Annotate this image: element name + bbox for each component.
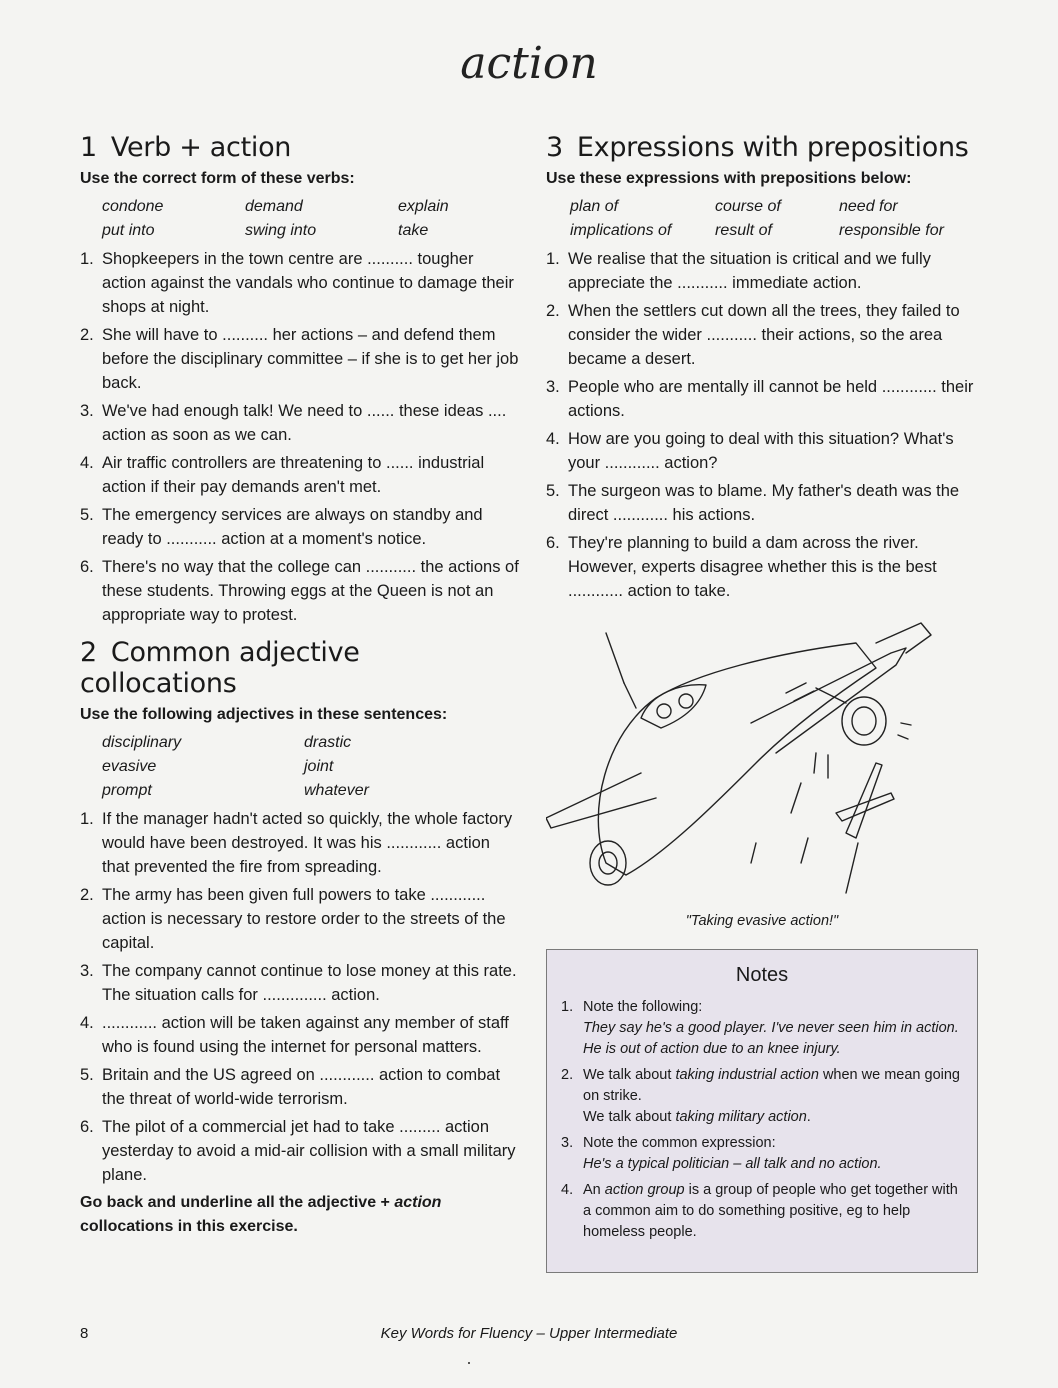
item-number: 6. (80, 558, 94, 576)
item-text: Air traffic controllers are threatening to ...... industrial action if their pay demands aren't met. (102, 454, 485, 496)
exercise-item (546, 375, 978, 423)
section-title: Verb + action (110, 132, 292, 163)
item-number: 1. (80, 250, 94, 268)
section-1-heading (80, 132, 520, 163)
item-text: People who are mentally ill cannot be held ............ their actions. (568, 378, 974, 420)
word: prompt (102, 782, 152, 799)
item-text: We've had enough talk! We need to ...... these ideas .... action as soon as we can. (102, 402, 507, 444)
fuselage (598, 643, 876, 875)
notes-heading: Notes (735, 964, 789, 986)
section-2-follow-up (80, 1191, 520, 1239)
adjective-word-box (102, 731, 520, 803)
exercise-item (80, 1063, 520, 1111)
exercise-item (80, 555, 520, 627)
word: course of (715, 198, 781, 215)
exercise-item (80, 451, 520, 499)
exercise-item (80, 399, 520, 447)
note-text: is a group of people who get together with a common aim to do something positive, eg to help homeless people. (583, 1182, 958, 1240)
item-text: The company cannot continue to lose money at this rate. The situation calls for .............. action. (102, 962, 517, 1004)
exercise-item (546, 299, 978, 371)
section-title: Common adjective collocations (80, 637, 360, 699)
section-title: Expressions with prepositions (576, 132, 969, 163)
section-number: 2 (80, 637, 97, 668)
note-italic: taking military action (675, 1109, 807, 1125)
item-text: The emergency services are always on standby and ready to ........... action at a moment's notice. (102, 506, 483, 548)
note-example: They say he's a good player. I've never seen him in action. (583, 1020, 959, 1036)
exercise-item (80, 1011, 520, 1059)
note-text: An (583, 1182, 605, 1198)
section-number: 3 (546, 132, 563, 163)
item-number: 3. (80, 962, 94, 980)
exercise-item (546, 247, 978, 295)
word: put into (102, 222, 155, 239)
section-1-exercise-list (80, 247, 520, 627)
word: plan of (570, 198, 619, 215)
section-3-exercise-list (546, 247, 978, 603)
item-number: 4. (546, 430, 560, 448)
section-2-heading (80, 637, 520, 699)
note-text: when we mean going on strike. (583, 1067, 960, 1104)
item-number: 2. (80, 886, 94, 904)
item-number: 6. (80, 1118, 94, 1136)
item-number: 2. (561, 1067, 574, 1083)
exercise-item (80, 247, 520, 319)
item-number: 5. (80, 506, 94, 524)
left-column (80, 132, 520, 1239)
exercise-item (80, 503, 520, 551)
item-number: 4. (80, 454, 94, 472)
item-text: How are you going to deal with this situation? What's your ............ action? (568, 430, 954, 472)
item-number: 4. (561, 1182, 574, 1198)
right-column (546, 132, 978, 1273)
section-2-instruction: Use the following adjectives in these sentences: (80, 706, 448, 723)
word: whatever (304, 782, 369, 799)
jet-cartoon-drawing (546, 613, 978, 913)
exercise-item (546, 531, 978, 603)
section-1-instruction: Use the correct form of these verbs: (80, 170, 355, 187)
word: responsible for (839, 222, 944, 239)
item-number: 2. (80, 326, 94, 344)
follow-up-text: Go back and underline all the adjective + (80, 1194, 395, 1211)
section-3-heading (546, 132, 978, 163)
word: drastic (304, 734, 352, 751)
section-number: 1 (80, 132, 97, 163)
item-text: They're planning to build a dam across the river. However, experts disagree whether this is the best ............ action to take. (568, 534, 937, 600)
item-number: 3. (546, 378, 560, 396)
note-example: He's a typical politician – all talk and no action. (583, 1156, 882, 1172)
note-text: . (806, 1109, 811, 1125)
exercise-item (546, 479, 978, 527)
section-3-instruction: Use these expressions with prepositions below: (546, 170, 912, 187)
expression-word-box (570, 195, 978, 243)
note-item (561, 1133, 963, 1175)
exercise-item (80, 959, 520, 1007)
word: result of (715, 222, 772, 239)
note-text: We talk about (583, 1109, 676, 1125)
item-text: Shopkeepers in the town centre are .......... tougher action against the vandals who continue to damage their shops at night. (102, 250, 514, 316)
item-number: 1. (80, 810, 94, 828)
item-number: 6. (546, 534, 560, 552)
notes-list (561, 997, 963, 1243)
exercise-item (546, 427, 978, 475)
note-item (561, 1180, 963, 1243)
illustration-caption: "Taking evasive action!" (685, 913, 839, 929)
item-text: If the manager hadn't acted so quickly, the whole factory would have been destroyed. It was his ............ action that prevented the fire from spreading. (102, 810, 513, 876)
word: explain (398, 198, 449, 215)
follow-up-italic: action (394, 1194, 442, 1211)
book-title-footer: Key Words for Fluency – Upper Intermediate (380, 1325, 678, 1342)
word: evasive (102, 758, 157, 775)
item-number: 1. (561, 999, 574, 1015)
word: swing into (245, 222, 317, 239)
word: need for (839, 198, 898, 215)
note-italic: action group (604, 1182, 685, 1198)
item-text: She will have to .......... her actions – and defend them before the disciplinary committee – if she is to get her job back. (102, 326, 519, 392)
print-speck (468, 1362, 470, 1364)
page-number: 8 (80, 1325, 89, 1342)
exercise-item (80, 807, 520, 879)
item-text: We realise that the situation is critical and we fully appreciate the ........... immediate action. (568, 250, 931, 292)
item-text: When the settlers cut down all the trees, they failed to consider the wider ........... their actions, so the area became a desert. (568, 302, 960, 368)
section-2-exercise-list (80, 807, 520, 1187)
item-text: The army has been given full powers to take ............ action is necessary to restore order to the streets of the capital. (102, 886, 506, 952)
page-title: action (460, 38, 598, 89)
plane-illustration (546, 613, 978, 913)
item-text: Britain and the US agreed on ............ action to combat the threat of world-wide terrorism. (102, 1066, 501, 1108)
note-item (561, 997, 963, 1060)
notes-box (546, 949, 978, 1273)
item-number: 3. (80, 402, 94, 420)
word: condone (102, 198, 164, 215)
item-text: The pilot of a commercial jet had to take ......... action yesterday to avoid a mid-air collision with a small military plane. (102, 1118, 516, 1184)
item-number: 2. (546, 302, 560, 320)
item-number: 1. (546, 250, 560, 268)
exercise-item (80, 1115, 520, 1187)
word: implications of (570, 222, 672, 239)
item-text: There's no way that the college can ........... the actions of these students. Throwing eggs at the Queen is not an appropriate way to protest. (102, 558, 519, 624)
note-italic: taking industrial action (675, 1067, 819, 1083)
word: disciplinary (102, 734, 182, 751)
note-text: Note the following: (583, 999, 703, 1015)
word: demand (245, 198, 303, 215)
word: take (398, 222, 429, 239)
item-text: ............ action will be taken against any member of staff who is found using the internet for personal matters. (102, 1014, 509, 1056)
verb-word-box (102, 195, 520, 243)
item-text: The surgeon was to blame. My father's death was the direct ............ his actions. (568, 482, 960, 524)
note-text: Note the common expression: (583, 1135, 776, 1151)
item-number: 3. (561, 1135, 574, 1151)
exercise-item (80, 323, 520, 395)
note-item (561, 1065, 963, 1128)
item-number: 4. (80, 1014, 94, 1032)
item-number: 5. (546, 482, 560, 500)
note-text: We talk about (583, 1067, 676, 1083)
follow-up-text: collocations in this exercise. (80, 1218, 298, 1235)
word: joint (304, 758, 334, 775)
note-example: He is out of action due to an knee injury. (583, 1041, 841, 1057)
item-number: 5. (80, 1066, 94, 1084)
exercise-item (80, 883, 520, 955)
